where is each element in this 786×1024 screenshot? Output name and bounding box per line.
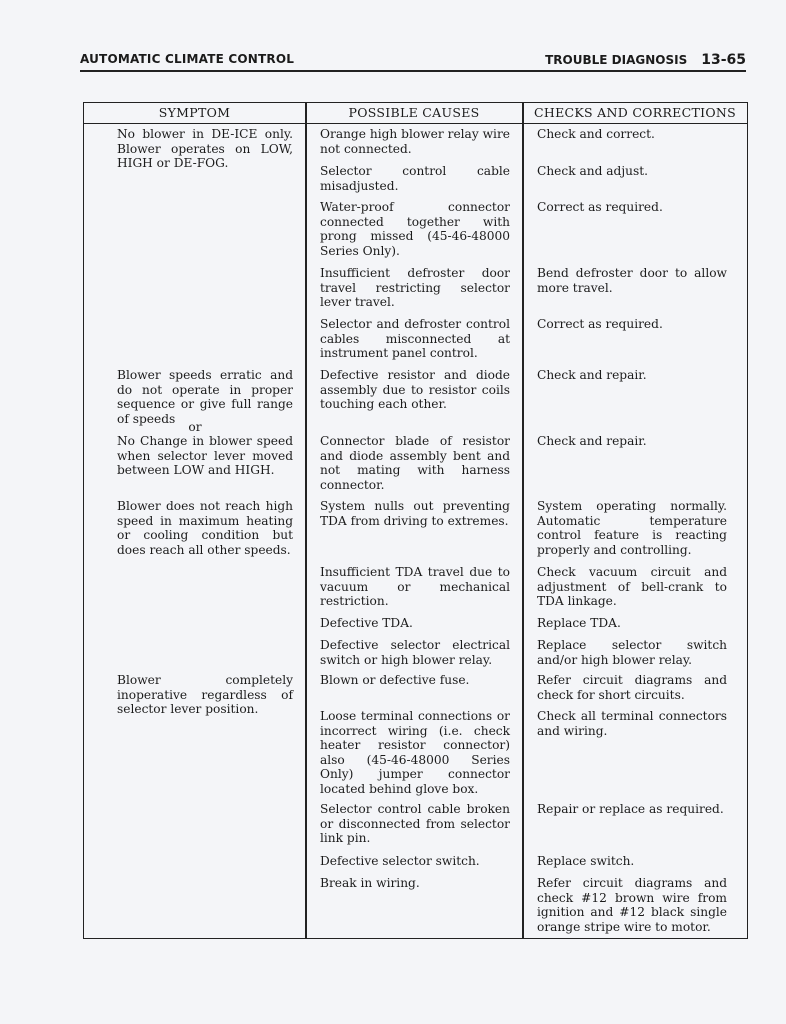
page-number: 13-65 bbox=[701, 52, 746, 68]
symptom-or: or bbox=[188, 420, 202, 434]
correction-cell: Bend defroster door to allow more travel. bbox=[537, 266, 727, 295]
correction-cell: Check and adjust. bbox=[537, 164, 648, 178]
cause-cell: Selector control cable broken or disconnected from selector link pin. bbox=[320, 802, 510, 846]
table-header bbox=[84, 103, 747, 124]
symptom-cell: No blower in DE-ICE only. Blower operates on LOW, HIGH or DE-FOG. bbox=[117, 127, 293, 171]
column-header-checks-and-corrections: CHECKS AND CORRECTIONS bbox=[534, 105, 736, 120]
cause-cell: Loose terminal connections or incorrect wiring (i.e. check heater resistor connector) also (45-46-48000 Series Only) jumper connector located behind glove box. bbox=[320, 709, 510, 796]
symptom-cell: Blower speeds erratic and do not operate in proper sequence or give full range of speeds bbox=[117, 368, 293, 426]
correction-cell: Repair or replace as required. bbox=[537, 802, 724, 816]
column-divider bbox=[305, 103, 307, 938]
cause-cell: Connector blade of resistor and diode assembly bent and not mating with harness connector. bbox=[320, 434, 510, 492]
correction-cell: Correct as required. bbox=[537, 200, 663, 214]
correction-cell: Replace switch. bbox=[537, 854, 635, 868]
cause-cell: Water-proof connector connected together with prong missed (45-46-48000 Series Only). bbox=[320, 200, 510, 258]
correction-cell: Correct as required. bbox=[537, 317, 663, 331]
cause-cell: Orange high blower relay wire not connected. bbox=[320, 127, 510, 156]
correction-cell: Replace selector switch and/or high blower relay. bbox=[537, 638, 727, 667]
cause-cell: Blown or defective fuse. bbox=[320, 673, 470, 687]
correction-cell: Refer circuit diagrams and check #12 brown wire from ignition and #12 black single orange stripe wire to motor. bbox=[537, 876, 727, 934]
correction-cell: Check all terminal connectors and wiring. bbox=[537, 709, 727, 738]
cause-cell: Break in wiring. bbox=[320, 876, 420, 890]
symptom-cell: Blower does not reach high speed in maximum heating or cooling condition but does reach all other speeds. bbox=[117, 499, 293, 557]
column-divider bbox=[522, 103, 524, 938]
trouble-diagnosis-table bbox=[83, 102, 748, 939]
header-rule bbox=[80, 70, 746, 72]
cause-cell: Defective TDA. bbox=[320, 616, 413, 630]
section-title: AUTOMATIC CLIMATE CONTROL bbox=[80, 52, 295, 66]
cause-cell: Insufficient TDA travel due to vacuum or mechanical restriction. bbox=[320, 565, 510, 609]
correction-cell: Check and repair. bbox=[537, 434, 647, 448]
correction-cell: Replace TDA. bbox=[537, 616, 621, 630]
column-header-symptom: SYMPTOM bbox=[158, 105, 231, 120]
symptom-cell: No Change in blower speed when selector lever moved between LOW and HIGH. bbox=[117, 434, 293, 478]
correction-cell: Check and correct. bbox=[537, 127, 655, 141]
correction-cell: System operating normally. Automatic temperature control feature is reacting properly and controlling. bbox=[537, 499, 727, 557]
cause-cell: Defective selector switch. bbox=[320, 854, 480, 868]
cause-cell: System nulls out preventing TDA from driving to extremes. bbox=[320, 499, 510, 528]
correction-cell: Refer circuit diagrams and check for short circuits. bbox=[537, 673, 727, 702]
cause-cell: Selector control cable misadjusted. bbox=[320, 164, 510, 193]
header-right bbox=[545, 52, 746, 68]
correction-cell: Check vacuum circuit and adjustment of bell-crank to TDA linkage. bbox=[537, 565, 727, 609]
subsection-title: TROUBLE DIAGNOSIS bbox=[545, 53, 688, 67]
symptom-cell: Blower completely inoperative regardless of selector lever position. bbox=[117, 673, 293, 717]
cause-cell: Insufficient defroster door travel restricting selector lever travel. bbox=[320, 266, 510, 310]
cause-cell: Defective selector electrical switch or high blower relay. bbox=[320, 638, 510, 667]
cause-cell: Selector and defroster control cables misconnected at instrument panel control. bbox=[320, 317, 510, 361]
column-header-possible-causes: POSSIBLE CAUSES bbox=[348, 105, 480, 120]
cause-cell: Defective resistor and diode assembly due to resistor coils touching each other. bbox=[320, 368, 510, 412]
correction-cell: Check and repair. bbox=[537, 368, 647, 382]
page-header bbox=[80, 50, 746, 72]
